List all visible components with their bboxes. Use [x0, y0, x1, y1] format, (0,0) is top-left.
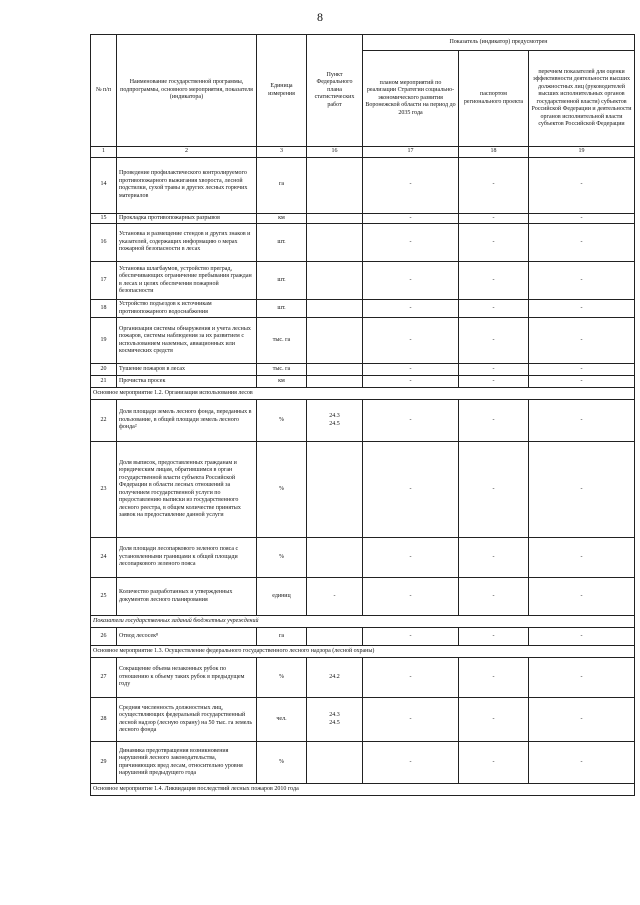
colnum: 17	[363, 147, 459, 158]
row-number: 25	[91, 578, 117, 616]
section-row	[91, 646, 635, 658]
indicator-name: Установка и размещение стендов и других знаков и указателей, содержащих информацию о мерах пожарной безопасности в лесах	[117, 224, 257, 262]
plan-item-cell	[307, 157, 363, 213]
header-plan: Пункт Федерального плана статистических работ	[307, 35, 363, 147]
project-cell: -	[459, 300, 529, 318]
plan-item-cell	[307, 318, 363, 364]
project-cell: -	[459, 628, 529, 646]
unit-cell: %	[257, 442, 307, 538]
unit-cell: единиц	[257, 578, 307, 616]
efficiency-cell: -	[529, 213, 635, 224]
table-row	[91, 376, 635, 388]
project-cell: -	[459, 213, 529, 224]
efficiency-cell: -	[529, 742, 635, 784]
efficiency-cell: -	[529, 376, 635, 388]
indicator-name: Доля выписок, предоставленных гражданам и юридическим лицам, обратившимся в орган государственной власти субъекта Российской Федерации в области лесных отношений за получением государственной услуги по предоставлению выписки из государственного лесного реестра, в общем количестве принятых заявок на предоставление данной услуги	[117, 442, 257, 538]
row-number: 28	[91, 698, 117, 742]
table-row	[91, 318, 635, 364]
strategy-cell: -	[363, 376, 459, 388]
colnum: 19	[529, 147, 635, 158]
unit-cell: %	[257, 538, 307, 578]
efficiency-cell: -	[529, 364, 635, 376]
unit-cell: шт.	[257, 300, 307, 318]
strategy-cell: -	[363, 400, 459, 442]
row-number: 26	[91, 628, 117, 646]
row-number: 20	[91, 364, 117, 376]
table-row	[91, 538, 635, 578]
row-number: 15	[91, 213, 117, 224]
page-number: 8	[317, 10, 323, 24]
colnum: 1	[91, 147, 117, 158]
row-number: 23	[91, 442, 117, 538]
unit-cell: га	[257, 628, 307, 646]
plan-item-cell	[307, 742, 363, 784]
table-row	[91, 213, 635, 224]
project-cell: -	[459, 578, 529, 616]
row-number: 14	[91, 157, 117, 213]
plan-item-cell: 24.3 24.5	[307, 698, 363, 742]
unit-cell: чел.	[257, 698, 307, 742]
indicator-name: Проведение профилактического контролируемого противопожарного выжигания хвороста, лесной подстилки, сухой травы и других лесных горючих материалов	[117, 157, 257, 213]
unit-cell: %	[257, 742, 307, 784]
table-row	[91, 400, 635, 442]
indicator-name: Тушение пожаров в лесах	[117, 364, 257, 376]
colnum: 2	[117, 147, 257, 158]
efficiency-cell: -	[529, 578, 635, 616]
strategy-cell: -	[363, 538, 459, 578]
row-number: 16	[91, 224, 117, 262]
indicator-name: Доля площади лесопаркового зеленого пояса с установленными границами к общей площади лесопаркового зеленого пояса	[117, 538, 257, 578]
header-col17: планом мероприятий по реализации Стратегии социально-экономического развития Воронежской области на период до 2035 года	[363, 51, 459, 147]
plan-item-cell	[307, 538, 363, 578]
plan-item-cell: 24.3 24.5	[307, 400, 363, 442]
indicator-name: Устройство подъездов к источникам противопожарного водоснабжения	[117, 300, 257, 318]
row-number: 29	[91, 742, 117, 784]
section-heading-state-tasks: Показатели государственных заданий бюджетных учреждений	[91, 616, 635, 628]
project-cell: -	[459, 658, 529, 698]
project-cell: -	[459, 364, 529, 376]
table-row	[91, 742, 635, 784]
header-num: № п/п	[91, 35, 117, 147]
plan-item-cell	[307, 262, 363, 300]
row-number: 19	[91, 318, 117, 364]
indicator-name: Отвод лесосек⁸	[117, 628, 257, 646]
header-name: Наименование государственной программы, подпрограммы, основного мероприятия, показателя (индикатора)	[117, 35, 257, 147]
section-row	[91, 784, 635, 796]
strategy-cell: -	[363, 262, 459, 300]
strategy-cell: -	[363, 300, 459, 318]
project-cell: -	[459, 318, 529, 364]
efficiency-cell: -	[529, 698, 635, 742]
strategy-cell: -	[363, 698, 459, 742]
table-row	[91, 157, 635, 213]
strategy-cell: -	[363, 318, 459, 364]
efficiency-cell: -	[529, 538, 635, 578]
colnum: 3	[257, 147, 307, 158]
plan-item-cell	[307, 213, 363, 224]
plan-item-cell	[307, 300, 363, 318]
indicator-name: Доля площади земель лесного фонда, переданных в пользование, в общей площади земель лесного фонда²	[117, 400, 257, 442]
strategy-cell: -	[363, 364, 459, 376]
table-row	[91, 224, 635, 262]
section-row	[91, 616, 635, 628]
row-number: 21	[91, 376, 117, 388]
efficiency-cell: -	[529, 400, 635, 442]
strategy-cell: -	[363, 224, 459, 262]
plan-item-cell	[307, 628, 363, 646]
header-col18: паспортом регионального проекта	[459, 51, 529, 147]
row-number: 18	[91, 300, 117, 318]
header-unit: Единица измерения	[257, 35, 307, 147]
indicator-name: Динамика предотвращения возникновения нарушений лесного законодательства, причиняющих вред лесам, относительно уровня нарушений предыдущего года	[117, 742, 257, 784]
row-number: 22	[91, 400, 117, 442]
unit-cell: тыс. га	[257, 318, 307, 364]
section-heading-1-4: Основное мероприятие 1.4. Ликвидация последствий лесных пожаров 2010 года	[91, 784, 635, 796]
column-numbers-row	[91, 147, 635, 158]
strategy-cell: -	[363, 578, 459, 616]
colnum: 18	[459, 147, 529, 158]
efficiency-cell: -	[529, 658, 635, 698]
project-cell: -	[459, 224, 529, 262]
project-cell: -	[459, 262, 529, 300]
row-number: 24	[91, 538, 117, 578]
colnum: 16	[307, 147, 363, 158]
plan-item-cell: 24.2	[307, 658, 363, 698]
efficiency-cell: -	[529, 262, 635, 300]
unit-cell: %	[257, 400, 307, 442]
strategy-cell: -	[363, 658, 459, 698]
row-number: 27	[91, 658, 117, 698]
header-group: Показатель (индикатор) предусмотрен	[363, 35, 635, 51]
project-cell: -	[459, 538, 529, 578]
efficiency-cell: -	[529, 224, 635, 262]
section-heading-1-2: Основное мероприятие 1.2. Организация использования лесов	[91, 388, 635, 400]
strategy-cell: -	[363, 442, 459, 538]
row-number: 17	[91, 262, 117, 300]
table-row	[91, 364, 635, 376]
efficiency-cell: -	[529, 628, 635, 646]
plan-item-cell	[307, 376, 363, 388]
unit-cell: км	[257, 376, 307, 388]
unit-cell: км	[257, 213, 307, 224]
strategy-cell: -	[363, 157, 459, 213]
project-cell: -	[459, 698, 529, 742]
indicators-table	[90, 34, 635, 796]
efficiency-cell: -	[529, 157, 635, 213]
table-row	[91, 578, 635, 616]
unit-cell: га	[257, 157, 307, 213]
table-row	[91, 262, 635, 300]
unit-cell: шт.	[257, 224, 307, 262]
project-cell: -	[459, 442, 529, 538]
indicator-name: Количество разработанных и утвержденных документов лесного планирования	[117, 578, 257, 616]
unit-cell: тыс. га	[257, 364, 307, 376]
section-heading-1-3: Основное мероприятие 1.3. Осуществление федерального государственного лесного надзора (лесной охраны)	[91, 646, 635, 658]
indicator-name: Прочистка просек	[117, 376, 257, 388]
indicator-name: Организация системы обнаружения и учета лесных пожаров, системы наблюдения за их развитием с использованием наземных, авиационных или космических средств	[117, 318, 257, 364]
plan-item-cell	[307, 442, 363, 538]
unit-cell: шт.	[257, 262, 307, 300]
indicator-name: Прокладка противопожарных разрывов	[117, 213, 257, 224]
plan-item-cell	[307, 224, 363, 262]
project-cell: -	[459, 157, 529, 213]
table-row	[91, 658, 635, 698]
indicator-name: Средняя численность должностных лиц, осуществляющих федеральный государственный лесной надзор (лесную охрану) на 50 тыс. га земель лесного фонда	[117, 698, 257, 742]
plan-item-cell	[307, 364, 363, 376]
strategy-cell: -	[363, 742, 459, 784]
efficiency-cell: -	[529, 318, 635, 364]
table-row	[91, 442, 635, 538]
plan-item-cell: -	[307, 578, 363, 616]
section-row	[91, 388, 635, 400]
strategy-cell: -	[363, 628, 459, 646]
header-col19: перечнем показателей для оценки эффективности деятельности высших должностных лиц (руководителей высших исполнительных органов государственной власти) субъектов Российской Федерации и деятельности органов исполнительной власти субъектов Российской Федерации	[529, 51, 635, 147]
table-row	[91, 628, 635, 646]
indicator-name: Установка шлагбаумов, устройство преград, обеспечивающих ограничение пребывания граждан в лесах и целях обеспечения пожарной безопасности	[117, 262, 257, 300]
unit-cell: %	[257, 658, 307, 698]
project-cell: -	[459, 400, 529, 442]
efficiency-cell: -	[529, 442, 635, 538]
table-row	[91, 698, 635, 742]
indicator-name: Сокращение объема незаконных рубок по отношению к объему таких рубок в предыдущем году	[117, 658, 257, 698]
project-cell: -	[459, 742, 529, 784]
efficiency-cell: -	[529, 300, 635, 318]
strategy-cell: -	[363, 213, 459, 224]
table-row	[91, 300, 635, 318]
project-cell: -	[459, 376, 529, 388]
